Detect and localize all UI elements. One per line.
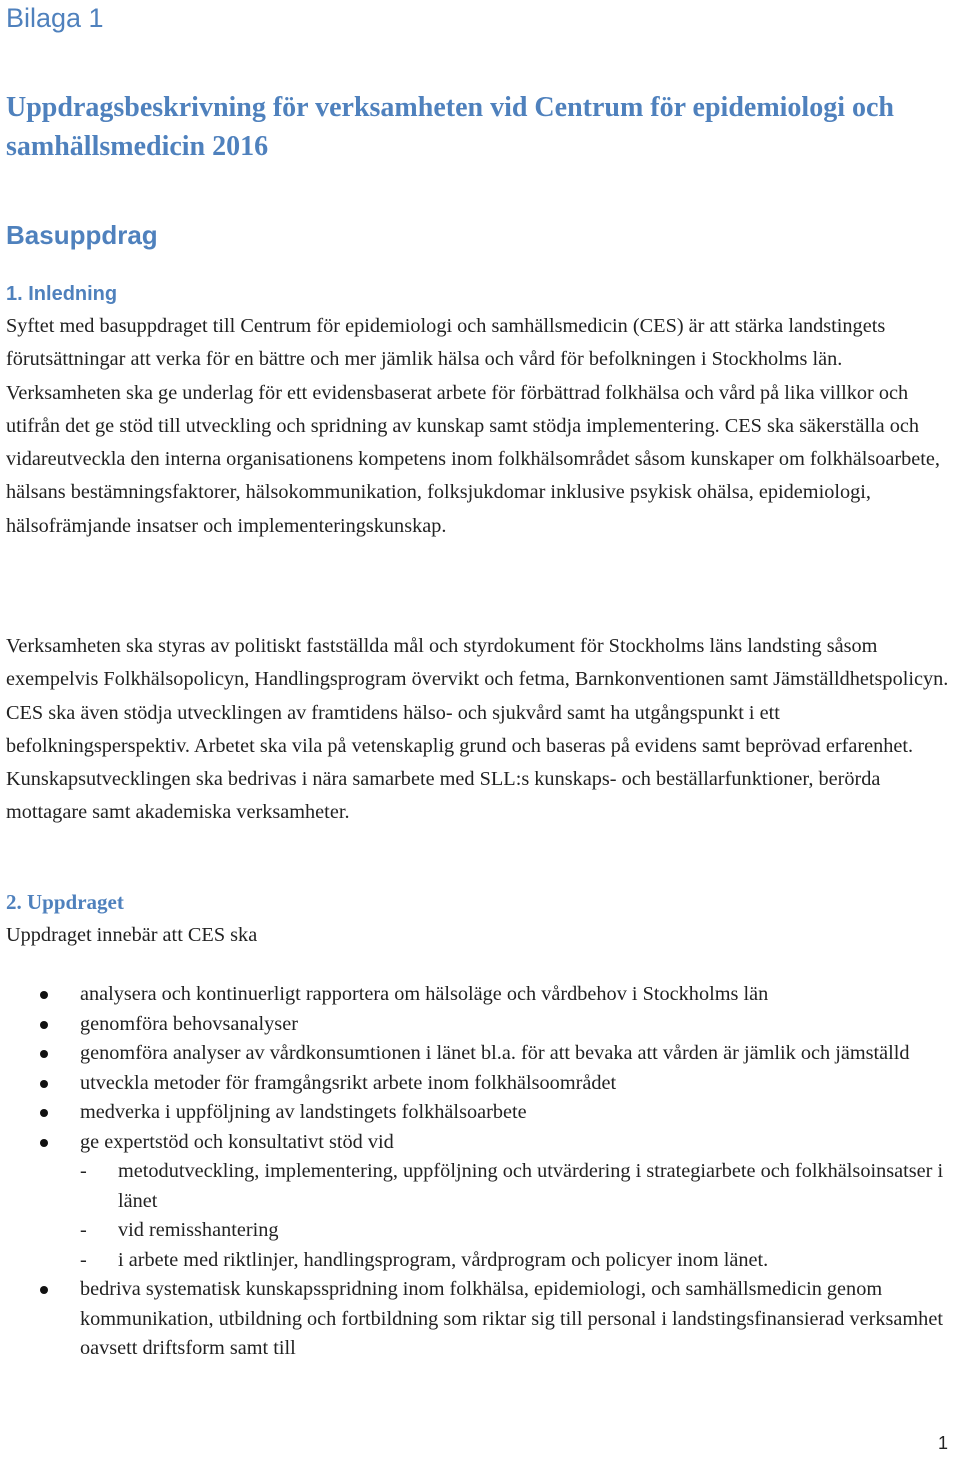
- sub-item-list: [80, 1157, 955, 1275]
- bullet-item: [0, 1069, 955, 1099]
- bullet-item: [0, 1275, 955, 1364]
- document-title: Uppdragsbeskrivning för verksamheten vid Centrum för epidemiologi och samhällsmedicin 2016: [6, 92, 894, 162]
- sub-item-text: i arbete med riktlinjer, handlingsprogram, vårdprogram och policyer inom länet.: [118, 1248, 769, 1271]
- sub-item: [0, 1246, 955, 1276]
- section-2-heading: 2. Uppdraget: [6, 890, 124, 914]
- sub-item-text: metodutveckling, implementering, uppföljning och utvärdering i strategiarbete och folkhälsoinsatser i länet: [118, 1160, 944, 1212]
- bullet-text: utveckla metoder för framgångsrikt arbete inom folkhälsoområdet: [80, 1071, 617, 1094]
- sub-item: [0, 1216, 955, 1246]
- bullet-text: medverka i uppföljning av landstingets folkhälsoarbete: [80, 1101, 527, 1123]
- bullet-item: [0, 1098, 955, 1128]
- section-1-paragraph: Syftet med basuppdraget till Centrum för epidemiologi och samhällsmedicin (CES) är att stärka landstingets förutsättningar att verka för en bättre och mer jämlik hälsa och vård för befolkningen i Stockholms län. Verksamheten ska ge underlag för ett evidensbaserat arbete för förbättrad folkhälsa och vård på lika villkor och utifrån det ge stöd till utveckling och spridning av kunskap samt stödja implementering. CES ska säkerställa och vidareutveckla den interna organisationens kompetens inom folkhälsområdet såsom kunskaper om folkhälsoarbete, hälsans bestämningsfaktorer, hälsokommunikation, folksjukdomar inklusive psykisk ohälsa, epidemiologi, hälsofrämjande insatser och implementeringskunskap.: [6, 315, 940, 537]
- basic-assignment-heading: Basuppdrag: [6, 220, 158, 250]
- section-2-intro: Uppdraget innebär att CES ska: [6, 924, 258, 946]
- bullet-item: [0, 1010, 955, 1040]
- bullet-item: [0, 980, 955, 1010]
- bullet-text: ge expertstöd och konsultativt stöd vid: [80, 1130, 394, 1153]
- bullet-text: bedriva systematisk kunskapsspridning inom folkhälsa, epidemiologi, och samhällsmedicin genom kommunikation, utbildning och fortbildning som riktar sig till personal i landstingsfinansierad verksamhet oavsett driftsform samt till: [80, 1278, 943, 1359]
- sub-item-text: vid remisshantering: [118, 1219, 279, 1241]
- assignment-bullet-list: [0, 980, 955, 1364]
- dash-marker: -: [80, 1160, 87, 1182]
- dash-marker: -: [80, 1219, 87, 1241]
- bullet-text: analysera och kontinuerligt rapportera om hälsoläge och vårdbehov i Stockholms län: [80, 983, 769, 1005]
- page-number: 1: [937, 1433, 948, 1453]
- annex-heading: Bilaga 1: [6, 3, 104, 33]
- bullet-text: genomföra behovsanalyser: [80, 1012, 298, 1035]
- section-1-paragraph-2: Verksamheten ska styras av politiskt fastställda mål och styrdokument för Stockholms läns landsting såsom exempelvis Folkhälsopolicyn, Handlingsprogram övervikt och fetma, Barnkonventionen samt Jämställdhetspolicyn. CES ska även stödja utvecklingen av framtidens hälso- och sjukvård samt ha utgångspunkt i ett befolkningsperspektiv. Arbetet ska vila på vetenskaplig grund och baseras på evidens samt beprövad erfarenhet. Kunskapsutvecklingen ska bedrivas i nära samarbete med SLL:s kunskaps- och beställarfunktioner, berörda mottagare samt akademiska verksamheter.: [6, 635, 949, 824]
- bullet-item: [0, 1039, 955, 1069]
- bullet-item: [0, 1128, 955, 1276]
- dash-marker: -: [80, 1248, 87, 1271]
- bullet-text: genomföra analyser av vårdkonsumtionen i länet bl.a. för att bevaka att vården är jämlik och jämställd: [80, 1042, 910, 1064]
- sub-item: [0, 1157, 955, 1216]
- section-1-heading: 1. Inledning: [6, 283, 118, 305]
